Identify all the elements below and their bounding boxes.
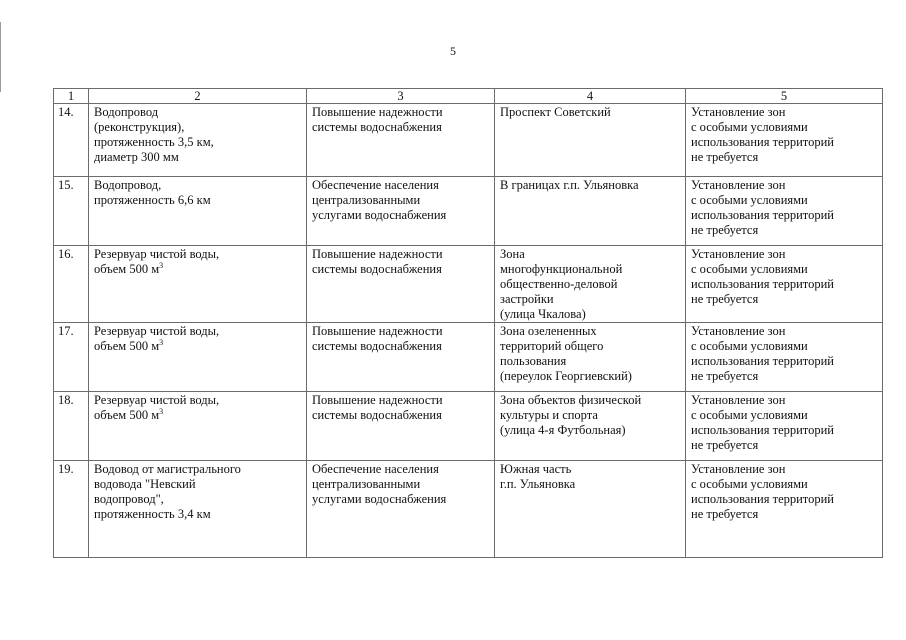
object-purpose: Обеспечение населения централизованными услугами водоснабжения [307, 461, 495, 558]
column-header: 3 [307, 89, 495, 104]
object-name-text: Резервуар чистой воды, объем 500 м [94, 324, 220, 353]
row-number: 16. [54, 246, 89, 323]
object-location: Зона объектов физической культуры и спорта (улица 4-я Футбольная) [495, 392, 686, 461]
object-purpose: Повышение надежности системы водоснабжения [307, 104, 495, 177]
row-number: 14. [54, 104, 89, 177]
object-name: Водопровод (реконструкция), протяженность 3,5 км, диаметр 300 мм [89, 104, 307, 177]
page-number: 5 [450, 44, 456, 58]
cubic-superscript: 3 [159, 260, 164, 270]
cubic-superscript: 3 [159, 406, 164, 416]
object-location: Проспект Советский [495, 104, 686, 177]
objects-table [53, 88, 883, 558]
object-location: Зона озелененных территорий общего пользования (переулок Георгиевский) [495, 323, 686, 392]
object-purpose: Повышение надежности системы водоснабжения [307, 323, 495, 392]
object-location: В границах г.п. Ульяновка [495, 177, 686, 246]
object-purpose: Повышение надежности системы водоснабжения [307, 246, 495, 323]
column-header: 4 [495, 89, 686, 104]
object-name-text: Резервуар чистой воды, объем 500 м [94, 393, 220, 422]
object-location: Зона многофункциональной общественно-деловой застройки (улица Чкалова) [495, 246, 686, 323]
table-row [54, 392, 883, 461]
table-row [54, 323, 883, 392]
object-location: Южная часть г.п. Ульяновка [495, 461, 686, 558]
cubic-superscript: 3 [159, 337, 164, 347]
object-name: Водопровод, протяженность 6,6 км [89, 177, 307, 246]
object-name: Водовод от магистрального водовода "Невский водопровод", протяженность 3,4 км [89, 461, 307, 558]
zone-requirements: Установление зон с особыми условиями использования территорий не требуется [686, 392, 883, 461]
zone-requirements: Установление зон с особыми условиями использования территорий не требуется [686, 246, 883, 323]
row-number: 17. [54, 323, 89, 392]
row-number: 19. [54, 461, 89, 558]
column-header: 2 [89, 89, 307, 104]
object-name-text: Резервуар чистой воды, объем 500 м [94, 247, 220, 276]
table-row [54, 177, 883, 246]
object-name [89, 323, 307, 392]
object-purpose: Обеспечение населения централизованными услугами водоснабжения [307, 177, 495, 246]
zone-requirements: Установление зон с особыми условиями использования территорий не требуется [686, 323, 883, 392]
object-name [89, 392, 307, 461]
column-header: 5 [686, 89, 883, 104]
table-header-row [54, 89, 883, 104]
table-row [54, 104, 883, 177]
column-header: 1 [54, 89, 89, 104]
row-number: 18. [54, 392, 89, 461]
zone-requirements: Установление зон с особыми условиями использования территорий не требуется [686, 104, 883, 177]
object-name [89, 246, 307, 323]
row-number: 15. [54, 177, 89, 246]
table-row [54, 461, 883, 558]
zone-requirements: Установление зон с особыми условиями использования территорий не требуется [686, 177, 883, 246]
table-row [54, 246, 883, 323]
zone-requirements: Установление зон с особыми условиями использования территорий не требуется [686, 461, 883, 558]
object-purpose: Повышение надежности системы водоснабжения [307, 392, 495, 461]
